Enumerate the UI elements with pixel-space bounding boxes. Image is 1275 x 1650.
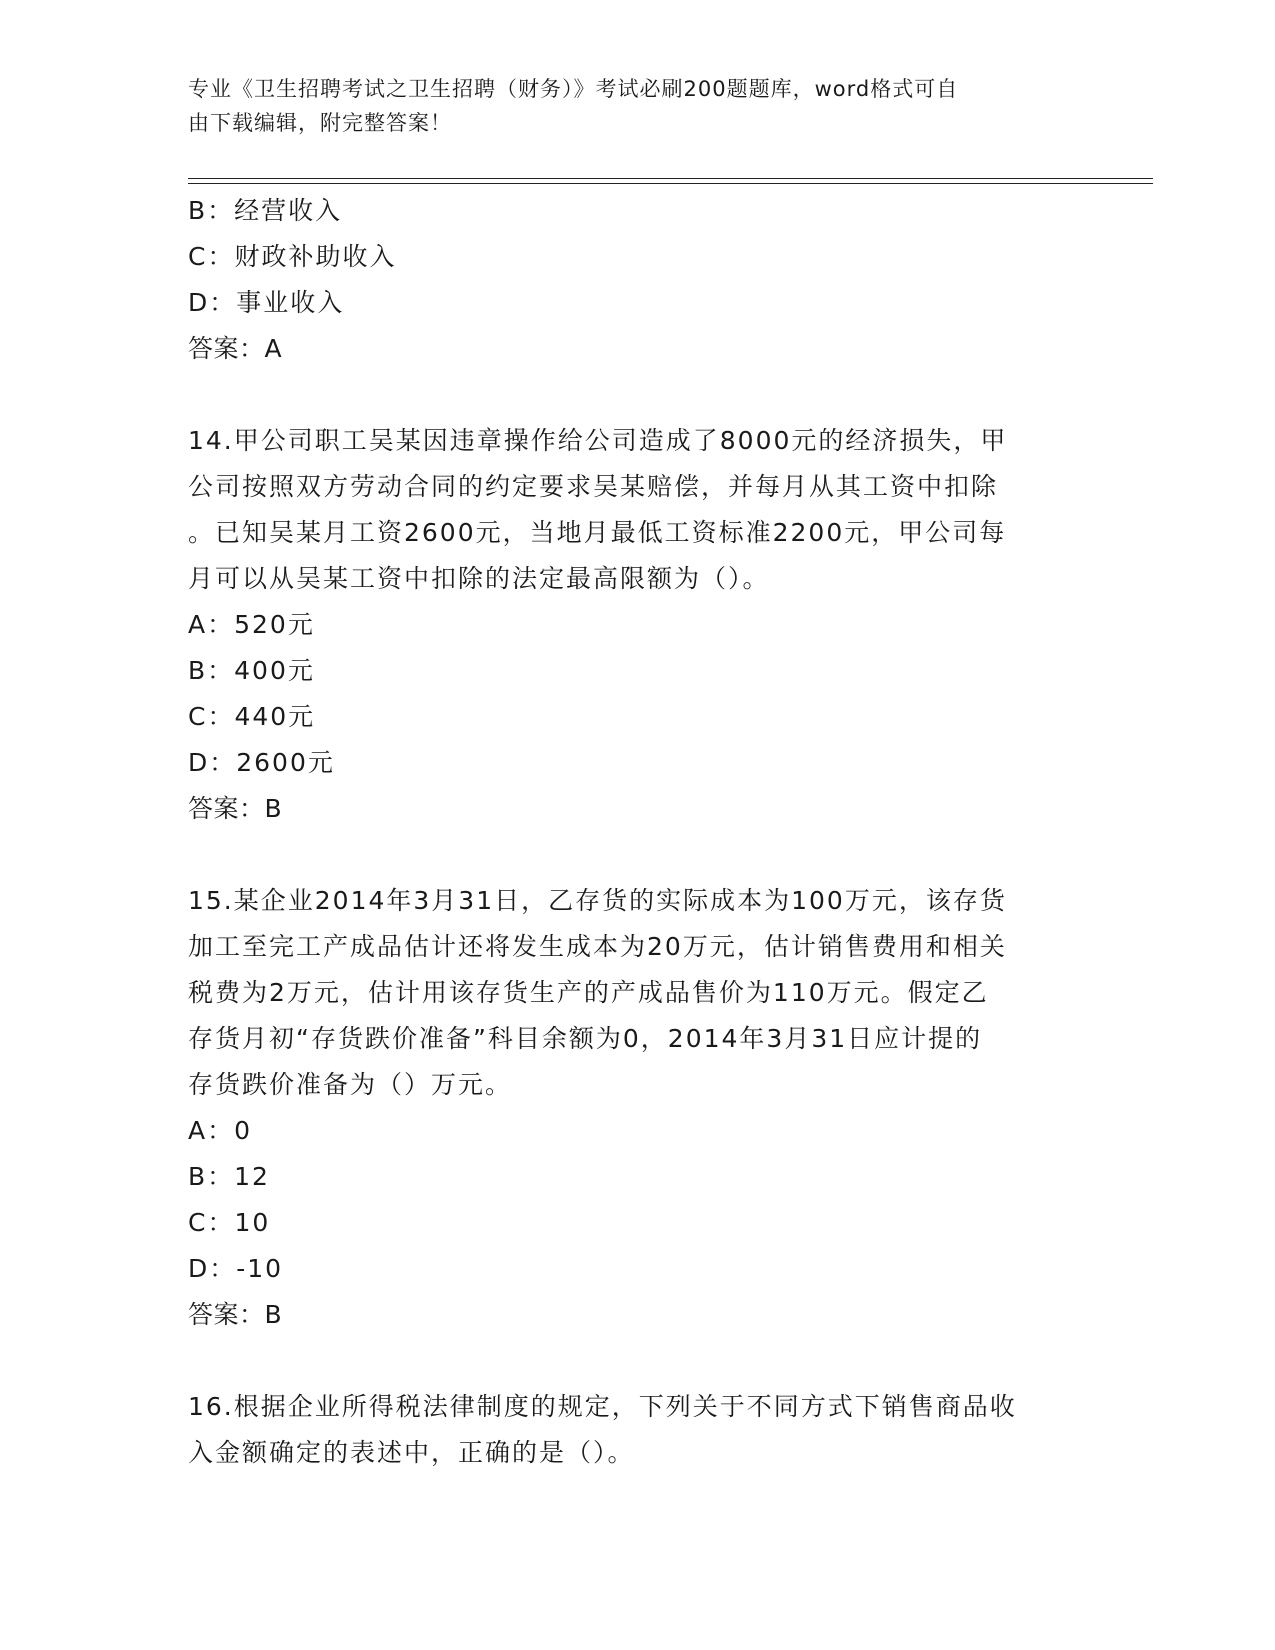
question-14 (188, 418, 1088, 832)
document-header (188, 72, 1068, 140)
option-d: D：-10 (188, 1254, 284, 1283)
header-divider-bottom (188, 183, 1153, 184)
option-c: C：财政补助收入 (188, 242, 397, 271)
option-b: B：经营收入 (188, 196, 343, 225)
question-text-line: 公司按照双方劳动合同的约定要求吴某赔偿，并每月从其工资中扣除 (188, 472, 999, 501)
question-text-line: 税费为2万元，估计用该存货生产的产成品售价为110万元。假定乙 (188, 978, 989, 1007)
answer-line: 答案：A (188, 334, 283, 363)
question-text-line: 存货跌价准备为（）万元。 (188, 1070, 513, 1099)
question-text-line: 月可以从吴某工资中扣除的法定最高限额为（）。 (188, 564, 770, 593)
question-text-line: 存货月初“存货跌价准备”科目余额为0，2014年3月31日应计提的 (188, 1024, 983, 1053)
answer-line: 答案：B (188, 794, 283, 823)
option-d: D：2600元 (188, 748, 335, 777)
option-b: B：400元 (188, 656, 315, 685)
option-a: A：0 (188, 1116, 253, 1145)
header-line-1: 专业《卫生招聘考试之卫生招聘（财务）》考试必刷200题题库，word格式可自 (188, 77, 959, 101)
document-body (188, 188, 1088, 1476)
question-text-line: 15.某企业2014年3月31日，乙存货的实际成本为100万元，该存货 (188, 886, 1007, 915)
option-a: A：520元 (188, 610, 315, 639)
header-line-2: 由下载编辑，附完整答案！ (188, 111, 452, 135)
question-text-line: 16.根据企业所得税法律制度的规定，下列关于不同方式下销售商品收 (188, 1392, 1017, 1421)
question-text-line: 加工至完工产成品估计还将发生成本为20万元，估计销售费用和相关 (188, 932, 1007, 961)
question-15 (188, 878, 1088, 1338)
spacer (188, 1338, 1088, 1384)
question-text-line: 14.甲公司职工吴某因违章操作给公司造成了8000元的经济损失，甲 (188, 426, 1008, 455)
option-b: B：12 (188, 1162, 270, 1191)
spacer (188, 372, 1088, 418)
option-c: C：10 (188, 1208, 271, 1237)
question-16 (188, 1384, 1088, 1476)
option-c: C：440元 (188, 702, 316, 731)
header-divider-top (188, 178, 1153, 179)
question-text-line: 入金额确定的表述中，正确的是（）。 (188, 1438, 635, 1467)
question-text-line: 。已知吴某月工资2600元，当地月最低工资标准2200元，甲公司每 (188, 518, 1007, 547)
spacer (188, 832, 1088, 878)
option-d: D：事业收入 (188, 288, 345, 317)
question-13-continuation (188, 188, 1088, 372)
answer-line: 答案：B (188, 1300, 283, 1329)
